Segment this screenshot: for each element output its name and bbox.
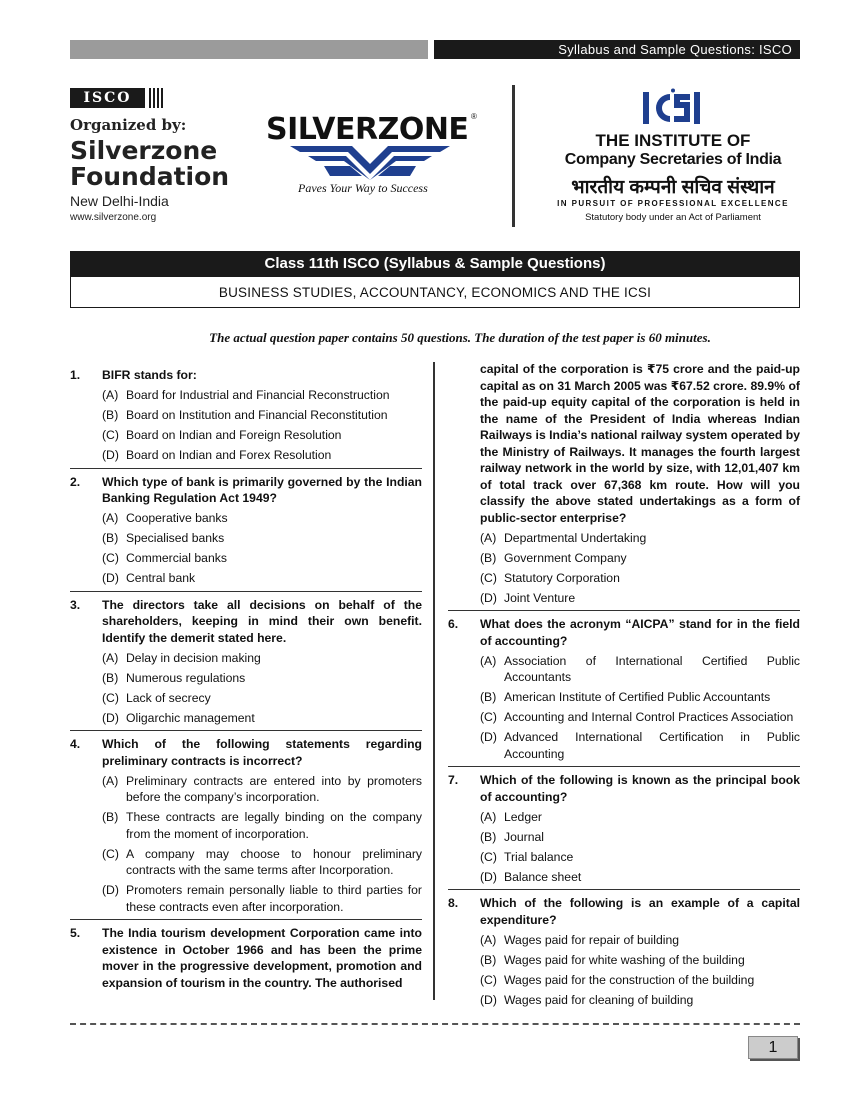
- question-4: [70, 736, 422, 920]
- question-text: The India tourism development Corporation came into existence in October 1966 and has been the prime mover in the progressive development, promotion and expansion of tourism in the country. The authorised: [102, 926, 422, 990]
- organizer-name: [70, 138, 229, 190]
- option-b[interactable]: (B) These contracts are legally binding on the company from the moment of incorporation.: [102, 810, 422, 841]
- question-number: 2.: [70, 474, 81, 489]
- question-7: [448, 772, 800, 890]
- option-d[interactable]: (D) Central bank: [102, 571, 196, 585]
- option-b[interactable]: (B) Numerous regulations: [102, 670, 246, 685]
- organizer-city: New Delhi-India: [70, 193, 169, 209]
- option-a[interactable]: (A) Ledger: [480, 809, 542, 824]
- silverzone-tagline: Paves Your Way to Success: [298, 181, 428, 195]
- header-banner: Syllabus and Sample Questions: ISCO: [434, 40, 800, 59]
- icsi-name-line1: THE INSTITUTE OF: [595, 131, 751, 150]
- organizer-website: www.silverzone.org: [70, 212, 157, 223]
- option-c[interactable]: (C) Accounting and Internal Control Practices Association: [480, 710, 794, 724]
- question-text: Which of the following is known as the principal book of accounting?: [480, 773, 800, 804]
- option-a[interactable]: (A) Departmental Undertaking: [480, 530, 647, 545]
- question-text-continued: capital of the corporation is ₹75 crore and the paid-up capital as on 31 March 2005 was ₹67.52 crore. 89.9% of the paid-up equity capital of the corporation is held in the name of the President of India whereas Indian Railways is India’s national railway system operated by the Ministry of Railways. It manages the fourth largest railway network in the world by size, with 12,01,407 km of total track over 67,368 km route. How will you classify the above stated undertakings as a form of public-sector enterprise?: [480, 362, 800, 525]
- question-number: 3.: [70, 597, 81, 612]
- question-5-continued: [448, 361, 800, 611]
- question-1: [70, 367, 422, 469]
- page-title: Class 11th ISCO (Syllabus & Sample Questions): [70, 251, 800, 276]
- question-number: 5.: [70, 926, 81, 940]
- question-number: 7.: [448, 773, 459, 787]
- question-number: 8.: [448, 896, 459, 910]
- question-text: What does the acronym “AICPA” stand for in the field of accounting?: [480, 617, 800, 648]
- option-b[interactable]: (B) Specialised banks: [102, 531, 225, 545]
- option-c[interactable]: (C) A company may choose to honour preliminary contracts with the same terms after Incorporation.: [102, 846, 422, 877]
- exam-note: The actual question paper contains 50 questions. The duration of the test paper is 60 minutes.: [209, 330, 711, 345]
- page-subtitle: BUSINESS STUDIES, ACCOUNTANCY, ECONOMICS AND THE ICSI: [70, 276, 800, 308]
- organizer-name-line1: Silverzone: [70, 136, 218, 165]
- question-text: Which of the following statements regarding preliminary contracts is incorrect?: [102, 737, 422, 768]
- question-3: [70, 597, 422, 732]
- question-text: Which type of bank is primarily governed by the Indian Banking Regulation Act 1949?: [102, 474, 422, 505]
- question-number: 6.: [448, 617, 459, 631]
- option-b[interactable]: (B) Journal: [480, 829, 544, 844]
- option-c[interactable]: (C) Lack of secrecy: [102, 690, 211, 705]
- question-2: [70, 474, 422, 592]
- option-d[interactable]: (D) Balance sheet: [480, 869, 582, 884]
- question-text: The directors take all decisions on behalf of the shareholders, keeping in mind their own benefit. Identify the demerit stated here.: [102, 597, 422, 645]
- right-column: [448, 361, 800, 1012]
- left-column: [70, 367, 422, 995]
- option-b[interactable]: (B) Board on Institution and Financial Reconstitution: [102, 408, 388, 422]
- question-6: [448, 616, 800, 767]
- option-d[interactable]: (D) Board on Indian and Forex Resolution: [102, 448, 332, 462]
- isco-logo-text: ISCO: [70, 88, 145, 108]
- footer-divider: [70, 1023, 800, 1025]
- option-d[interactable]: (D) Oligarchic management: [102, 710, 255, 725]
- option-c[interactable]: (C) Wages paid for the construction of the building: [480, 972, 755, 987]
- option-a[interactable]: (A) Wages paid for repair of building: [480, 932, 680, 947]
- question-5: [70, 925, 422, 995]
- option-c[interactable]: (C) Statutory Corporation: [480, 570, 620, 585]
- option-c[interactable]: (C) Commercial banks: [102, 551, 227, 565]
- option-d[interactable]: (D) Advanced International Certification in Public Accounting: [480, 730, 800, 761]
- organizer-name-line2: Foundation: [70, 162, 230, 191]
- option-d[interactable]: (D) Wages paid for cleaning of building: [480, 992, 694, 1007]
- header-divider: [512, 85, 515, 227]
- question-text: BIFR stands for:: [102, 368, 197, 382]
- option-d[interactable]: (D) Joint Venture: [480, 590, 576, 605]
- silverzone-logo-text: SILVERZONE: [266, 112, 469, 147]
- option-a[interactable]: (A) Preliminary contracts are entered into by promoters before the company’s incorporation.: [102, 773, 422, 804]
- option-b[interactable]: (B) Government Company: [480, 550, 627, 565]
- organized-by-label: Organized by:: [70, 116, 187, 134]
- option-d[interactable]: (D) Promoters remain personally liable to third parties for these contracts even after incorporation.: [102, 883, 422, 914]
- question-number: 4.: [70, 737, 81, 751]
- question-8: [448, 895, 800, 1012]
- column-divider: [433, 362, 435, 1000]
- silverzone-wings-icon: [290, 146, 450, 180]
- icsi-name-hindi: भारतीय कम्पनी सचिव संस्थान: [571, 177, 775, 198]
- option-a[interactable]: (A) Association of International Certified Public Accountants: [480, 653, 800, 684]
- question-number: 1.: [70, 368, 81, 382]
- isco-logo-bars: [149, 88, 163, 108]
- page-number: 1: [748, 1036, 798, 1059]
- option-b[interactable]: (B) Wages paid for white washing of the building: [480, 952, 745, 967]
- icsi-statutory-note: Statutory body under an Act of Parliament: [585, 212, 761, 223]
- isco-logo: [70, 87, 163, 108]
- option-a[interactable]: (A) Board for Industrial and Financial Reconstruction: [102, 388, 390, 402]
- option-c[interactable]: (C) Board on Indian and Foreign Resolution: [102, 428, 342, 442]
- icsi-motto: IN PURSUIT OF PROFESSIONAL EXCELLENCE: [557, 199, 789, 208]
- icsi-logo: [640, 88, 706, 128]
- option-b[interactable]: (B) American Institute of Certified Public Accountants: [480, 690, 771, 704]
- silverzone-reg-mark: ®: [471, 112, 477, 121]
- icsi-name-line2: Company Secretaries of India: [564, 151, 782, 168]
- option-a[interactable]: (A) Cooperative banks: [102, 511, 228, 525]
- option-a[interactable]: (A) Delay in decision making: [102, 650, 261, 665]
- question-text: Which of the following is an example of a capital expenditure?: [480, 896, 800, 927]
- option-c[interactable]: (C) Trial balance: [480, 849, 574, 864]
- header-gray-band: [70, 40, 428, 59]
